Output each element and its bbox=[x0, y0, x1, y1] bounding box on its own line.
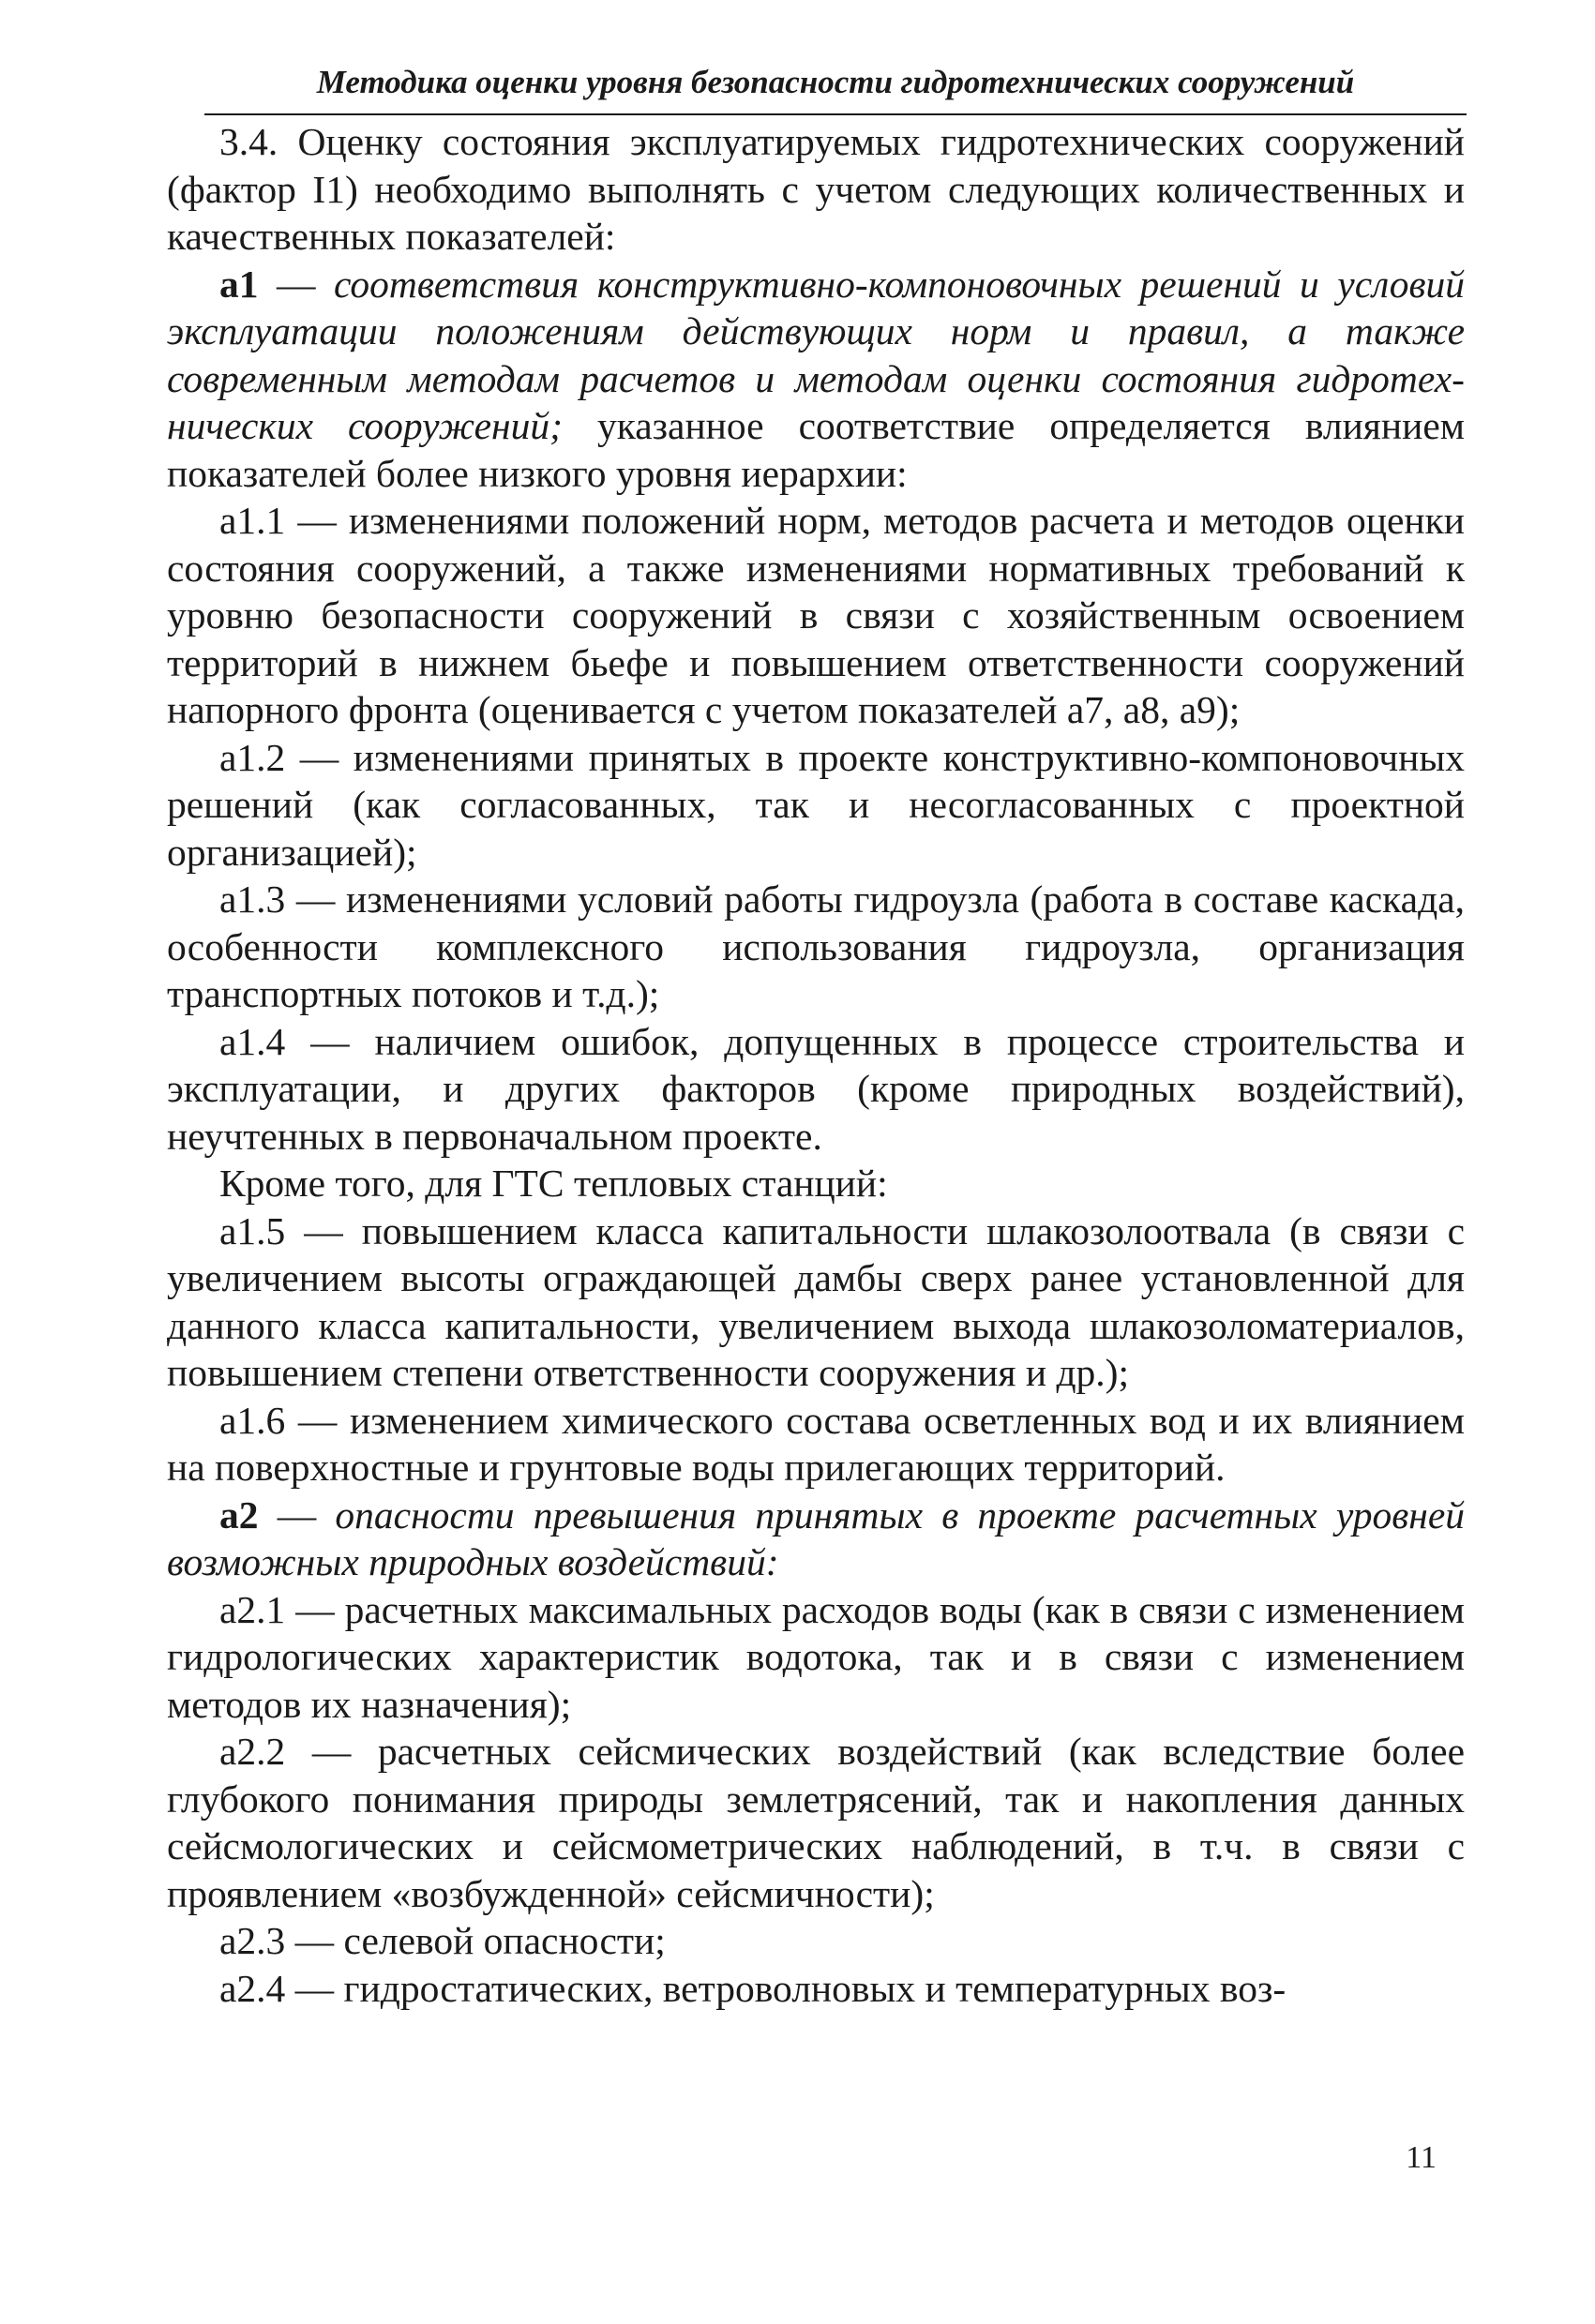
term-a1: а1 bbox=[219, 262, 259, 306]
paragraph-a1-5: а1.5 — повышением класса капитальности шлакозолоотвала (в связи с увеличением высоты ограждающей дамбы сверх ранее установленной для данного класса капитальности, увеличением выхода шлакозоломатериалов, повышением степени ответственности сооружения и др.); bbox=[167, 1208, 1465, 1394]
paragraph-a1-2: а1.2 — изменениями принятых в проекте конструктивно-компоновочных решений (как согласованных, так и несогласованных с проектной организацией); bbox=[167, 735, 1465, 874]
term-dash: — bbox=[258, 1492, 336, 1537]
definition-a2: опасности превышения принятых в проекте расчетных уровней возможных природных воздействий: bbox=[167, 1492, 1465, 1583]
paragraph-a1-3: а1.3 — изменениями условий работы гидроузла (работа в составе каскада, особенности комплексного использования гидроузла, организация транспортных потоков и т.д.); bbox=[167, 877, 1465, 1015]
paragraph-a1-1: а1.1 — изменениями положений норм, методов расчета и методов оценки состояния сооружений, а также изменениями нормативных требований к уровню безопасности сооружений в связи с хозяйственным освоением территорий в нижнем бьефе и повышением ответственности сооружений напорного фронта (оценивается с учетом показателей а7, а8, а9); bbox=[167, 499, 1465, 731]
body-text bbox=[167, 118, 1465, 2012]
paragraph-a2 bbox=[167, 1492, 1465, 1586]
paragraph-a2-2: а2.2 — расчетных сейсмических воздействий (как вследствие более глубокого понимания природы землетрясений, так и накопления данных сейсмологических и сейсмометрических наблюдений, в т.ч. в связи с проявлением «возбужденной» сейсмичности); bbox=[167, 1730, 1465, 1915]
running-header: Методика оценки уровня безопасности гидротехнических сооружений bbox=[316, 64, 1355, 100]
paragraph-a1-6: а1.6 — изменением химического состава осветленных вод и их влиянием на поверхностные и грунтовые воды прилегающих территорий. bbox=[167, 1398, 1465, 1489]
paragraph-a2-1: а2.1 — расчетных максимальных расходов воды (как в связи с изменением гидрологических характеристик водотока, так и в связи с изменением методов их назначения); bbox=[167, 1587, 1465, 1726]
page-number: 11 bbox=[1406, 2140, 1437, 2175]
paragraph-a1-text: указанное соответствие определяется влиянием показателей более низкого уровня иерархии: bbox=[167, 404, 1465, 495]
paragraph-a1-4: а1.4 — наличием ошибок, допущенных в процессе строительства и эксплуатации, и других факторов (кроме природных воздействий), неучтенных в первоначальном проекте. bbox=[167, 1019, 1465, 1158]
paragraph-thermal-stations: Кроме того, для ГТС тепловых станций: bbox=[219, 1162, 888, 1205]
paragraph-a2-3: а2.3 — селевой опасности; bbox=[219, 1919, 666, 1962]
term-a2: а2 bbox=[219, 1492, 259, 1537]
paragraph-3-4: 3.4. Оценку состояния эксплуатируемых гидротехнических сооружений (фактор I1) необходимо выполнять с учетом следующих количественных и качественных показателей: bbox=[167, 120, 1465, 258]
paragraph-a2-4: а2.4 — гидростатических, ветроволновых и температурных воз- bbox=[219, 1966, 1287, 2010]
paragraph-a1 bbox=[167, 261, 1465, 498]
definition-a1: соответствия конструктивно-компоновочных решений и условий эксплуатации положениям действующих норм и правил, а также современным методам расчетов и методам оценки состояния гидротехнических сооружений; bbox=[167, 262, 1466, 447]
term-dash: — bbox=[258, 262, 335, 306]
header-divider bbox=[204, 113, 1467, 115]
